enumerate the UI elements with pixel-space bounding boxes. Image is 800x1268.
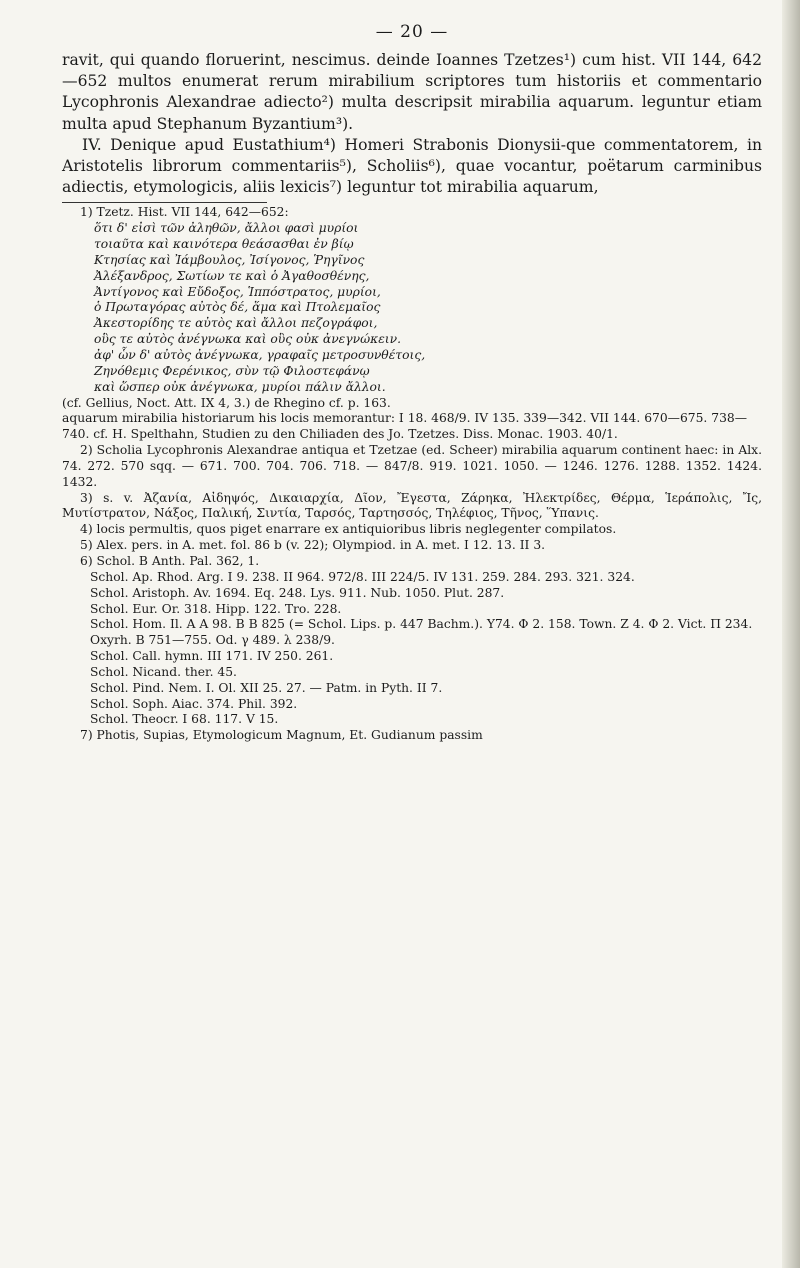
quote-line: οὓς τε αὐτὸς ἀνέγνωκα καὶ οὓς οὐκ ἀνεγνώκειν. xyxy=(94,332,401,347)
scholia-line: Schol. Aristoph. Av. 1694. Eq. 248. Lys. 911. Nub. 1050. Plut. 287. xyxy=(90,585,505,600)
scholia-line: Schol. Hom. Il. A Α 98. B Β 825 (= Schol. Lips. p. 447 Bachm.). Υ74. Φ 2. 158. Town. Ζ 4. Φ 2. Vict. Π 234. Oxyrh. Β 751—755. Od. γ 489. λ 238/9. xyxy=(90,617,753,648)
quote-line: Ἀκεστορίδης τε αὐτὸς καὶ ἄλλοι πεζογράφοι, xyxy=(94,316,378,331)
scholia-line: Schol. Soph. Aiac. 374. Phil. 392. xyxy=(90,696,298,711)
footnote-1-tail: aquarum mirabilia historiarum his locis memorantur: I 18. 468/9. IV 135. 339—342. VII 144. 670—675. 738—740. cf. H. Spelthahn, Studien zu den Chiliaden des Jo. Tzetzes. Diss. Monac. 1903. 40/1. xyxy=(62,411,748,442)
page xyxy=(62,22,762,744)
scholia-line: Schol. Theocr. I 68. 117. V 15. xyxy=(90,712,279,727)
quote-line: ἀφ' ὧν δ' αὐτὸς ἀνέγνωκα, γραφαῖς μετροσυνθέτοις, xyxy=(94,348,426,363)
page-edge-shadow xyxy=(782,0,800,1268)
footnote-1-tail: (cf. Gellius, Noct. Att. IX 4, 3.) de Rhegino cf. p. 163. xyxy=(62,395,391,410)
quote-line: καὶ ὥσπερ οὐκ ἀνέγνωκα, μυρίοι πάλιν ἄλλοι. xyxy=(94,379,386,394)
quote-line: Ζηνόθεμις Φερένικος, σὺν τῷ Φιλοστεφάνῳ xyxy=(94,363,370,378)
scholia-line: Schol. Call. hymn. III 171. IV 250. 261. xyxy=(90,649,334,664)
quote-line: τοιαῦτα καὶ καινότερα θεάσασθαι ἐν βίῳ xyxy=(94,237,354,252)
scholia-line: Schol. Ap. Rhod. Arg. I 9. 238. II 964. 972/8. III 224/5. IV 131. 259. 284. 293. 321. 324. xyxy=(90,569,635,584)
quote-line: ὁ Πρωταγόρας αὐτὸς δέ, ἅμα καὶ Πτολεμαῖος xyxy=(94,300,381,315)
main-text xyxy=(62,50,762,198)
quote-line: Ἀλέξανδρος, Σωτίων τε καὶ ὁ Ἀγαθοσθένης, xyxy=(94,268,370,283)
footnote-4: 4) locis permultis, quos piget enarrare ex antiquioribus libris neglegenter compilatos. xyxy=(80,522,617,537)
scholia-line: Schol. Nicand. ther. 45. xyxy=(90,664,237,679)
paragraph-1: ravit, qui quando floruerint, nescimus. deinde Ioannes Tzetzes¹) cum hist. VII 144, 642—652 multos enumerat rerum mirabilium scriptores tum historiis et commentario Lycophronis Alexandrae adiecto²) multa descripsit mirabilia aquarum. leguntur etiam multa apud Stephanum Byzantium³). xyxy=(62,51,762,133)
footnotes xyxy=(62,205,762,744)
scholia-line: Schol. Pind. Nem. I. Ol. XII 25. 27. — Patm. in Pyth. II 7. xyxy=(90,680,443,695)
page-number: — 20 — xyxy=(375,22,449,42)
footnote-3: 3) s. v. Ἀζανία, Αἰδηψός, Δικαιαρχία, Δῖον, Ἔγεστα, Ζάρηκα, Ἠλεκτρίδες, Θέρμα, Ἱεράπολις, Ἴς, Μυτίστρατον, Νάξος, Παλική, Σιντία, Ταρσός, Ταρτησσός, Τηλέφιος, Τῆνος, Ὕπανις. xyxy=(62,490,762,521)
quote-line: Κτησίας καὶ Ἰάμβουλος, Ἰσίγονος, Ῥηγῖνος xyxy=(94,252,365,267)
footnote-7: 7) Photis, Supias, Etymologicum Magnum, Et. Gudianum passim xyxy=(80,728,483,743)
paragraph-2: IV. Denique apud Eustathium⁴) Homeri Strabonis Dionysii-que commentatorem, in Aristotelis librorum commentariis⁵), Scholiis⁶), quae vocantur, poëtarum carminibus adiectis, etymologicis, aliis lexicis⁷) leguntur tot mirabilia aquarum, xyxy=(62,135,762,197)
footnote-rule xyxy=(62,202,267,203)
footnote-5: 5) Alex. pers. in A. met. fol. 86 b (v. 22); Olympiod. in A. met. I 12. 13. II 3. xyxy=(80,538,546,553)
quote-line: ὅτι δ' εἰσὶ τῶν ἀληθῶν, ἄλλοι φασὶ μυρίοι xyxy=(94,221,359,236)
footnote-1-head: 1) Tzetz. Hist. VII 144, 642—652: xyxy=(80,205,289,220)
scholia-line: Schol. Eur. Or. 318. Hipp. 122. Tro. 228. xyxy=(90,601,342,616)
footnote-6-head: 6) Schol. B Anth. Pal. 362, 1. xyxy=(80,553,260,568)
footnote-2: 2) Scholia Lycophronis Alexandrae antiqua et Tzetzae (ed. Scheer) mirabilia aquarum continent haec: in Alx. 74. 272. 570 sqq. — 671. 700. 704. 706. 718. — 847/8. 919. 1021. 1050. — 1246. 1276. 1288. 1352. 1424. 1432. xyxy=(62,443,762,489)
quote-line: Ἀντίγονος καὶ Εὔδοξος, Ἱππόστρατος, μυρίοι, xyxy=(94,284,381,299)
